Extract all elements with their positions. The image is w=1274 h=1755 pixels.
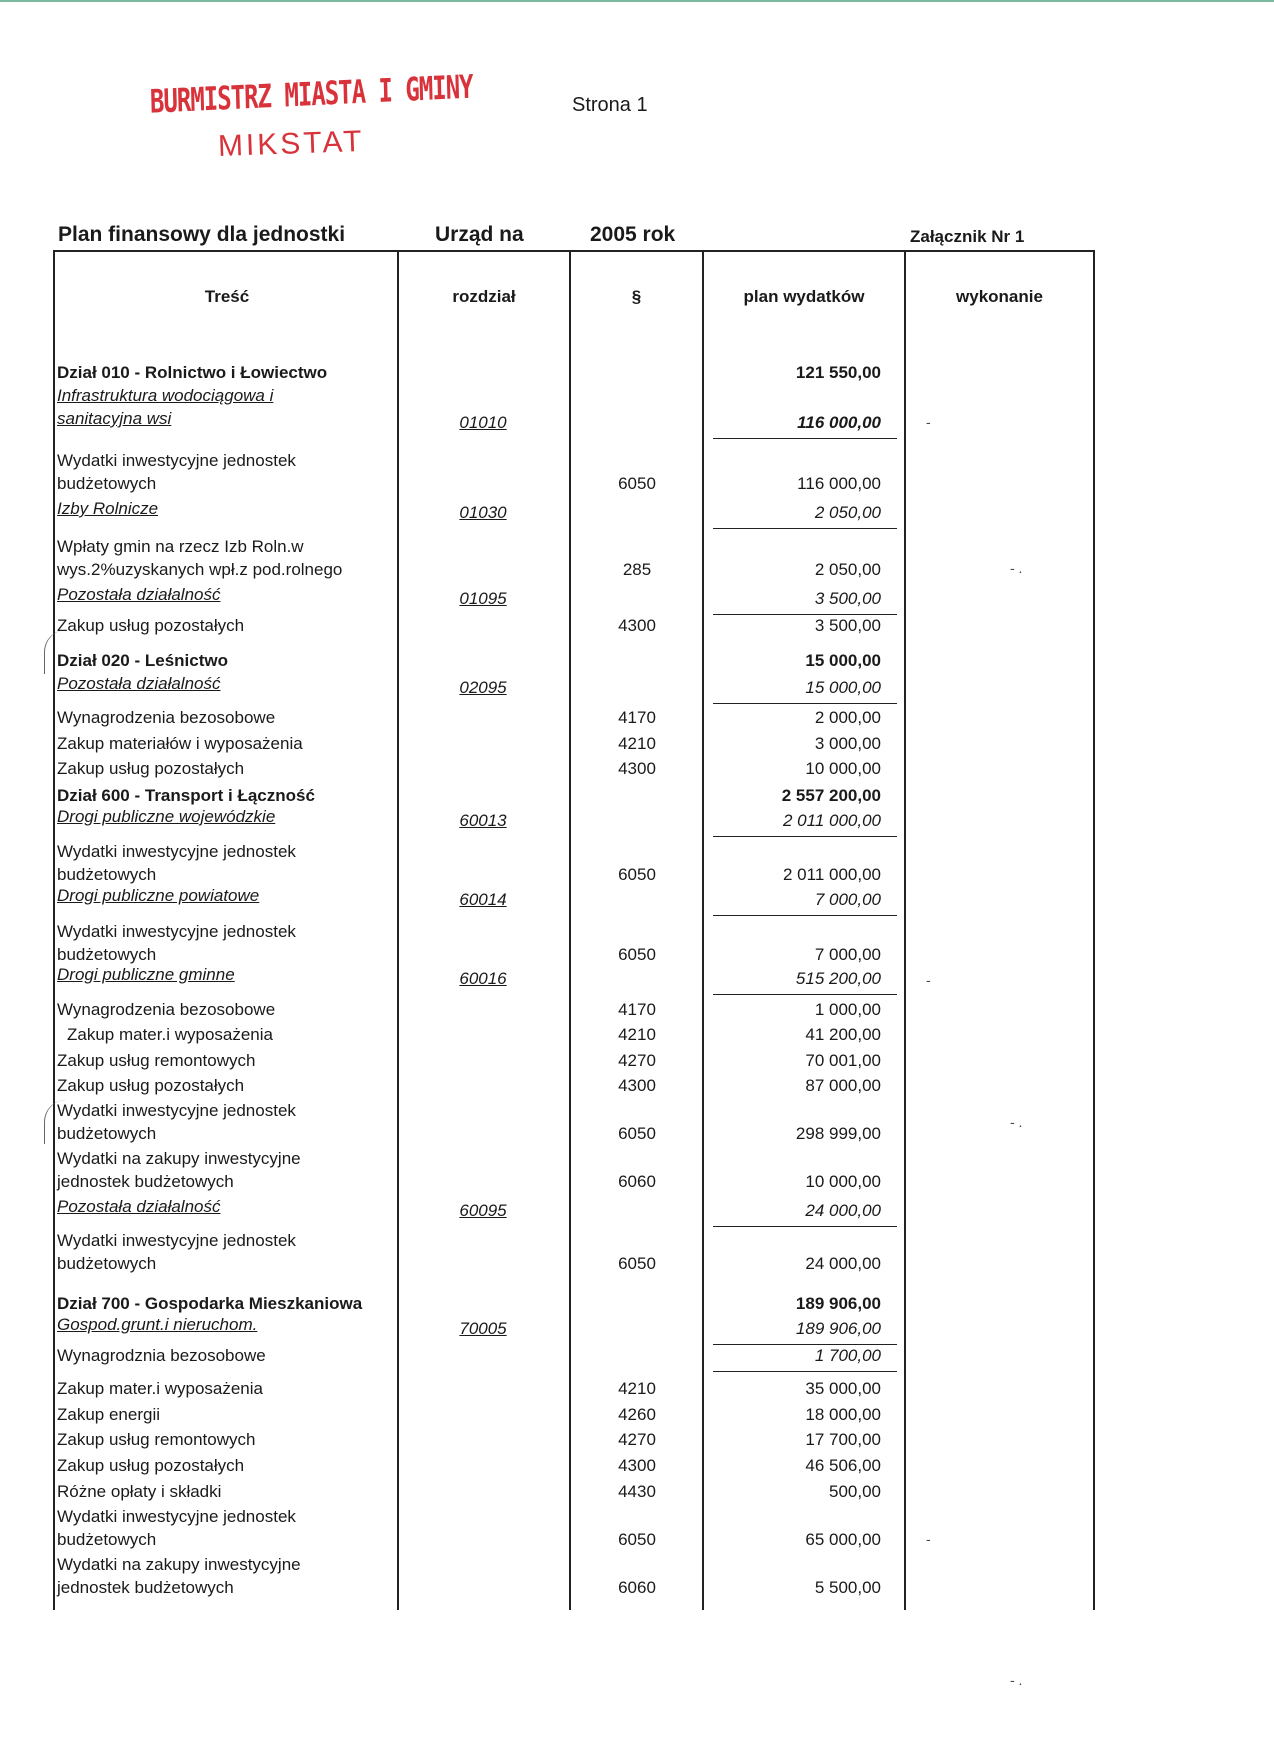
row-chapter: 60014 <box>459 890 507 909</box>
row-description-line: budżetowych <box>57 945 157 964</box>
row-paragraph: 6060 <box>618 1578 656 1597</box>
column-divider <box>569 250 571 1610</box>
row-description-line: Zakup usług remontowych <box>57 1051 256 1070</box>
row-amount: 24 000,00 <box>705 1199 881 1222</box>
row-description <box>57 805 399 828</box>
row-description <box>57 920 399 966</box>
row-description-line: budżetowych <box>57 1124 157 1143</box>
scan-edge <box>0 0 1274 2</box>
row-description <box>57 757 399 780</box>
row-paragraph: 4210 <box>618 1025 656 1044</box>
row-description <box>57 1344 399 1367</box>
row-chapter: 01030 <box>459 503 507 522</box>
row-description <box>57 1403 399 1426</box>
row-description <box>57 706 399 729</box>
row-amount: 70 001,00 <box>805 1051 881 1070</box>
row-amount: 10 000,00 <box>805 759 881 778</box>
row-amount: 2 557 200,00 <box>781 786 881 805</box>
pen-mark: - <box>926 1531 931 1547</box>
row-paragraph: 4170 <box>618 1000 656 1019</box>
row-paragraph: 4300 <box>618 759 656 778</box>
column-header-paragraph: § <box>631 287 642 306</box>
table-top-border <box>53 250 1095 252</box>
row-description-line: Pozostała działalność <box>57 1197 221 1216</box>
row-description-line: Zakup usług pozostałych <box>57 1076 245 1095</box>
row-paragraph: 4300 <box>618 1456 656 1475</box>
column-header-content: Treść <box>204 287 250 306</box>
pen-mark: - <box>926 414 931 430</box>
punch-hole-mark <box>44 1100 67 1144</box>
row-description <box>57 784 399 807</box>
row-description <box>57 614 399 637</box>
row-description-line: Zakup usług pozostałych <box>57 616 245 635</box>
row-amount: 3 500,00 <box>814 616 881 635</box>
row-description <box>57 1049 399 1072</box>
row-description-line: Pozostała działalność <box>57 674 221 693</box>
row-description-line: Wynagrodzenia bezosobowe <box>57 1000 276 1019</box>
row-paragraph: 6050 <box>618 945 656 964</box>
row-description-line: Zakup usług pozostałych <box>57 1456 245 1475</box>
row-description-line: Zakup energii <box>57 1405 161 1424</box>
row-description <box>67 1023 409 1046</box>
row-paragraph: 6050 <box>618 474 656 493</box>
row-description-line: budżetowych <box>57 865 157 884</box>
row-description-line: Drogi publiczne wojewódzkie <box>57 807 276 826</box>
stamp-line-1: BURMISTRZ MIASTA I GMINY <box>149 67 474 121</box>
row-paragraph: 4260 <box>618 1405 656 1424</box>
row-description <box>57 1454 399 1477</box>
table-right-border <box>1093 250 1095 1610</box>
row-amount: 65 000,00 <box>805 1530 881 1549</box>
row-description <box>57 840 399 886</box>
row-amount: 24 000,00 <box>805 1254 881 1273</box>
row-description <box>57 1195 399 1218</box>
row-amount: 18 000,00 <box>805 1405 881 1424</box>
row-description <box>57 361 399 384</box>
row-description-line: Drogi publiczne gminne <box>57 965 235 984</box>
row-paragraph: 4270 <box>618 1051 656 1070</box>
row-paragraph: 6060 <box>618 1172 656 1191</box>
row-description-line: Wydatki inwestycyjne jednostek <box>57 1507 296 1526</box>
page-label: Strona 1 <box>572 94 648 116</box>
row-chapter: 60013 <box>459 811 507 830</box>
row-amount: 2 011 000,00 <box>705 809 881 832</box>
row-description-line: budżetowych <box>57 1530 157 1549</box>
row-description <box>57 1147 399 1193</box>
row-chapter: 02095 <box>459 678 507 697</box>
row-description <box>57 497 399 520</box>
row-description-line: Wydatki inwestycyjne jednostek <box>57 1101 296 1120</box>
row-paragraph: 4210 <box>618 734 656 753</box>
row-description <box>57 535 399 581</box>
row-amount: 500,00 <box>829 1482 881 1501</box>
row-description <box>57 963 399 986</box>
row-paragraph: 4210 <box>618 1379 656 1398</box>
row-description <box>57 1505 399 1551</box>
row-description-line: Gospod.grunt.i nieruchom. <box>57 1315 258 1334</box>
document-title: Plan finansowy dla jednostki <box>58 223 346 246</box>
office-stamp <box>149 67 474 164</box>
row-amount: 41 200,00 <box>805 1025 881 1044</box>
row-amount: 116 000,00 <box>705 411 881 434</box>
pen-mark: - <box>926 972 931 988</box>
row-amount: 189 906,00 <box>705 1317 881 1340</box>
row-description <box>57 1428 399 1451</box>
row-chapter: 60095 <box>459 1201 507 1220</box>
row-description-line: Drogi publiczne powiatowe <box>57 886 260 905</box>
row-amount: 1 000,00 <box>814 1000 881 1019</box>
row-description-line: budżetowych <box>57 1254 157 1273</box>
row-amount: 35 000,00 <box>805 1379 881 1398</box>
row-amount: 10 000,00 <box>805 1172 881 1191</box>
row-paragraph: 6050 <box>618 1254 656 1273</box>
column-header-execution: wykonanie <box>956 287 1043 306</box>
row-description-line: Zakup usług pozostałych <box>57 759 245 778</box>
row-amount: 2 050,00 <box>705 501 881 524</box>
row-paragraph: 6050 <box>618 1530 656 1549</box>
row-description <box>57 672 399 695</box>
row-paragraph: 4270 <box>618 1430 656 1449</box>
row-description-line: Zakup mater.i wyposażenia <box>67 1025 273 1044</box>
pen-mark: - . <box>1010 1114 1023 1130</box>
row-amount: 121 550,00 <box>795 363 881 382</box>
row-description <box>57 1229 399 1275</box>
row-description-line: Zakup mater.i wyposażenia <box>57 1379 263 1398</box>
row-description-line: Wydatki inwestycyjne jednostek <box>57 842 296 861</box>
row-paragraph: 4430 <box>618 1482 656 1501</box>
row-chapter: 70005 <box>459 1319 507 1338</box>
row-amount: 15 000,00 <box>705 676 881 699</box>
row-description-line: Wynagrodzenia bezosobowe <box>57 708 276 727</box>
row-description <box>57 732 399 755</box>
row-chapter: 60016 <box>459 969 507 988</box>
column-divider <box>904 250 906 1610</box>
row-description-line: Infrastruktura wodociągowa i <box>57 386 274 405</box>
row-description-line: sanitacyjna wsi <box>57 409 172 428</box>
row-amount: 7 000,00 <box>814 945 881 964</box>
row-paragraph: 285 <box>622 560 652 579</box>
row-paragraph: 4300 <box>618 616 656 635</box>
row-amount: 3 000,00 <box>814 734 881 753</box>
row-paragraph: 4300 <box>618 1076 656 1095</box>
row-paragraph: 6050 <box>618 865 656 884</box>
annex-label: Załącznik Nr 1 <box>910 227 1025 246</box>
row-description-line: Izby Rolnicze <box>57 499 159 518</box>
row-amount: 7 000,00 <box>705 888 881 911</box>
row-description-line: Wydatki na zakupy inwestycyjne <box>57 1555 301 1574</box>
row-description <box>57 1292 399 1315</box>
pen-mark: - . <box>1010 1672 1023 1688</box>
row-description <box>57 884 399 907</box>
row-description-line: Dział 010 - Rolnictwo i Łowiectwo <box>57 363 328 382</box>
row-description <box>57 449 399 495</box>
row-description-line: Dział 700 - Gospodarka Mieszkaniowa <box>57 1294 363 1313</box>
row-description-line: Pozostała działalność <box>57 585 221 604</box>
row-description-line: Wynagrodznia bezosobowe <box>57 1346 266 1365</box>
row-amount: 116 000,00 <box>797 474 881 493</box>
row-description-line: Wydatki inwestycyjne jednostek <box>57 1231 296 1250</box>
pen-mark: - . <box>1010 560 1023 576</box>
row-description-line: Dział 020 - Leśnictwo <box>57 651 228 670</box>
row-description-line: Dział 600 - Transport i Łączność <box>57 786 315 805</box>
punch-hole-mark <box>44 630 67 674</box>
row-amount: 87 000,00 <box>805 1076 881 1095</box>
row-paragraph: 4170 <box>618 708 656 727</box>
year-label: 2005 rok <box>590 223 676 246</box>
row-description-line: wys.2%uzyskanych wpł.z pod.rolnego <box>57 560 343 579</box>
row-amount: 2 050,00 <box>814 560 881 579</box>
unit-label: Urząd na <box>435 223 524 246</box>
row-description-line: Wydatki na zakupy inwestycyjne <box>57 1149 301 1168</box>
row-amount: 2 000,00 <box>814 708 881 727</box>
row-description-line: Wydatki inwestycyjne jednostek <box>57 922 296 941</box>
row-chapter: 01010 <box>459 413 507 432</box>
row-amount: 515 200,00 <box>705 967 881 990</box>
row-description <box>57 1480 399 1503</box>
row-description-line: Zakup usług remontowych <box>57 1430 256 1449</box>
row-amount: 189 906,00 <box>795 1294 881 1313</box>
row-description-line: Zakup materiałów i wyposażenia <box>57 734 303 753</box>
row-description-line: Wydatki inwestycyjne jednostek <box>57 451 296 470</box>
table-left-border <box>53 250 55 1610</box>
row-amount: 17 700,00 <box>805 1430 881 1449</box>
row-description <box>57 1553 399 1599</box>
row-description <box>57 384 399 430</box>
row-amount: 15 000,00 <box>805 651 881 670</box>
row-description-line: jednostek budżetowych <box>57 1172 234 1191</box>
row-amount: 298 999,00 <box>795 1124 881 1143</box>
row-amount: 46 506,00 <box>805 1456 881 1475</box>
row-description <box>57 1074 399 1097</box>
row-amount: 2 011 000,00 <box>783 865 881 884</box>
row-description-line: budżetowych <box>57 474 157 493</box>
row-description-line: Różne opłaty i składki <box>57 1482 222 1501</box>
row-description-line: jednostek budżetowych <box>57 1578 234 1597</box>
column-header-plan: plan wydatków <box>743 287 865 306</box>
row-description <box>57 1313 399 1336</box>
row-description <box>57 998 399 1021</box>
row-amount: 5 500,00 <box>814 1578 881 1597</box>
row-description-line: Wpłaty gmin na rzecz Izb Roln.w <box>57 537 304 556</box>
row-chapter: 01095 <box>459 589 507 608</box>
row-amount: 3 500,00 <box>705 587 881 610</box>
column-divider <box>702 250 704 1610</box>
row-description <box>57 649 399 672</box>
stamp-line-2: MIKSTAT <box>217 124 366 163</box>
column-header-chapter: rozdział <box>452 287 516 306</box>
row-amount: 1 700,00 <box>705 1344 881 1367</box>
row-description <box>57 1099 399 1145</box>
row-paragraph: 6050 <box>618 1124 656 1143</box>
row-description <box>57 1377 399 1400</box>
row-description <box>57 583 399 606</box>
